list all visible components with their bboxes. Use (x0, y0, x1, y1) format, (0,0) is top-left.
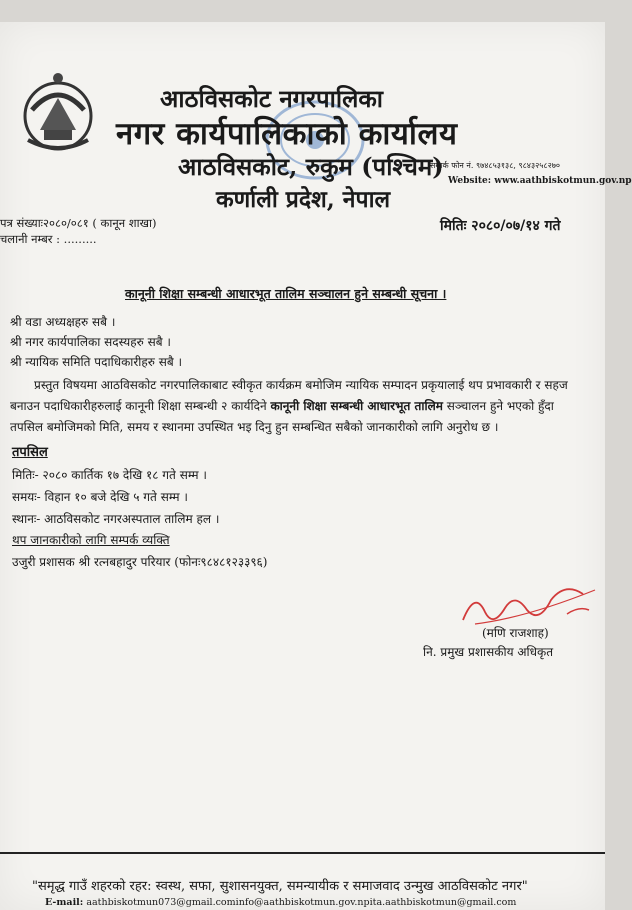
letter-subject: कानूनी शिक्षा सम्बन्धी आधारभूत तालिम सञ्चालन हुने सम्बन्धी सूचना । (125, 286, 447, 301)
signatory-designation: नि. प्रमुख प्रशासकीय अधिकृत (423, 645, 554, 659)
website-link[interactable]: Website: www.aathbiskotmun.gov.np (448, 176, 632, 186)
training-venue: स्थानः- आठविसकोट नगरअस्पताल तालिम हल । (12, 512, 220, 526)
body-bold-text: कानूनी शिक्षा सम्बन्धी आधारभूत तालिम (270, 399, 443, 413)
body-text: प्रस्तुत विषयमा आठविसकोट नगरपालिकाबाट स्वीकृत कार्यक्रम बमोजिम न्यायिक सम्पादन प्रकृयालाई थप प्रभावकारी र सहज बनाउन पदाधिकारीहरुलाई कानूनी शिक्षा सम्बन्धी २ कार्यदिने (10, 378, 568, 413)
contact-person: उजुरी प्रशासक श्री रत्नबहादुर परियार (फोनः९८४८१२३३९६) (12, 555, 268, 569)
contact-phone: सम्पर्क फोन नं. ९७४८५३१३८, ९८४३२५८२७० (430, 161, 561, 170)
office-location: आठविसकोट, रुकुम (पश्चिम) (178, 152, 444, 181)
letter-reference-number: पत्र संख्याः२०८०/०८१ ( कानून शाखा) (0, 216, 157, 230)
addressee-line: श्री वडा अध्यक्षहरु सबै । (10, 315, 116, 329)
contact-heading: थप जानकारीको लागि सम्पर्क व्यक्ति (12, 533, 170, 547)
footer-divider (0, 852, 605, 854)
details-heading: तपसिल (12, 445, 48, 460)
letter-body (10, 375, 590, 438)
footer-slogan: "समृद्ध गाउँ शहरको रहर: स्वस्थ, सफा, सुशासनयुक्त, समन्यायीक र समाजवाद उन्मुख आठविसकोट नगर" (32, 879, 528, 894)
email-address[interactable]: aathbiskotmun073@gmail.cominfo@aathbiskotmun.gov.npita.aathbiskotmun@gmail.com (86, 897, 517, 908)
dispatch-number: चलानी नम्बर : ......... (0, 232, 97, 246)
email-label: E-mail: (45, 897, 84, 908)
addressee-line: श्री नगर कार्यपालिका सदस्यहरु सबै । (10, 335, 171, 349)
footer-email (45, 897, 516, 908)
training-date: मितिः- २०८० कार्तिक १७ देखि १८ गते सम्म । (12, 468, 207, 482)
office-name: नगर कार्यपालिकाको कार्यालय (116, 116, 458, 152)
letter-date: मितिः २०८०/०७/१४ गते (440, 218, 561, 234)
signatory-name: (मणि राजशाह) (482, 626, 549, 640)
addressee-line: श्री न्यायिक समिति पदाधिकारीहरु सबै । (10, 355, 183, 369)
training-time: समयः- विहान १० बजे देखि ५ गते सम्म । (12, 490, 188, 504)
nepal-emblem-icon (18, 70, 98, 158)
municipality-name: आठविसकोट नगरपालिका (160, 84, 383, 113)
province-name: कर्णाली प्रदेश, नेपाल (216, 186, 391, 213)
body-text-end: सञ्चालन हुने भएको हुँदा तपसिल बमोजिमको मिति, समय र स्थानमा उपस्थित भइ दिनु हुन सम्बन्धित सबैको जानकारीको लागि अनुरोध छ । (10, 399, 554, 434)
